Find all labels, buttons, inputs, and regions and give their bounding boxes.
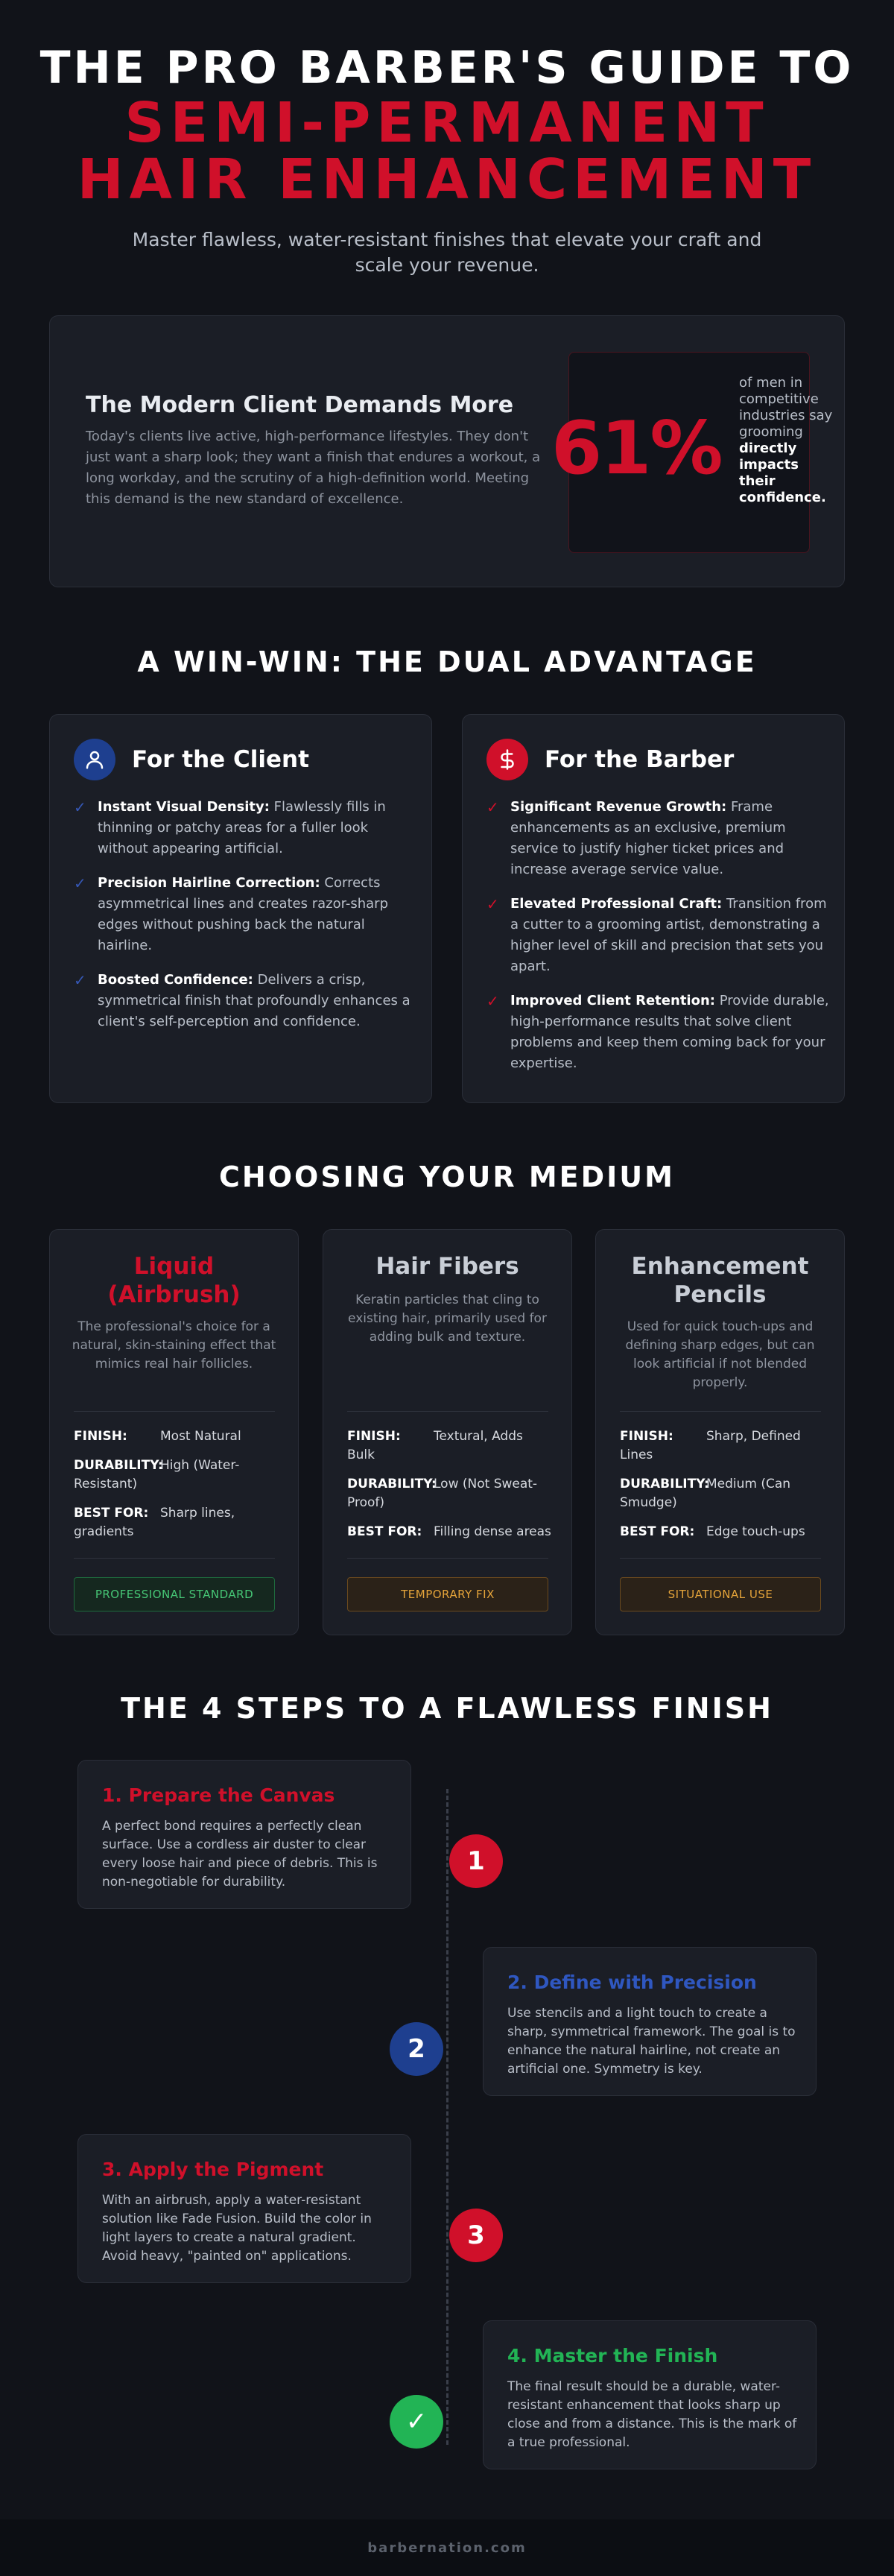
medium-tag: PROFESSIONAL STANDARD	[74, 1577, 275, 1611]
hero-subtitle: Master flawless, water-resistant finishes that elevate your craft and scale your revenue.	[132, 229, 762, 276]
step-description: A perfect bond requires a perfectly clean surface. Use a cordless air duster to clear every loose hair and piece of debris. This is non-negotiable for durability.	[102, 1819, 378, 1890]
medium-specs	[74, 1427, 281, 1552]
benefit-text: Corrects asymmetrical lines and creates razor-sharp edges without pushing back the natural hairline.	[98, 875, 388, 953]
medium-tag: SITUATIONAL USE	[620, 1577, 821, 1611]
spec-label: BEST FOR:	[74, 1506, 149, 1521]
benefit-text: Frame enhancements as an exclusive, premium service to justify higher ticket prices and increase average service value.	[510, 799, 786, 877]
spec-value: Sharp, Defined Lines	[620, 1429, 801, 1462]
spec-value: Medium (Can Smudge)	[620, 1477, 791, 1510]
footer-website: barbernation.com	[367, 2539, 527, 2556]
section-title-medium: CHOOSING YOUR MEDIUM	[219, 1161, 675, 1193]
spec-value: Low (Not Sweat-Proof)	[347, 1477, 538, 1510]
spec-label: BEST FOR:	[620, 1524, 695, 1539]
medium-card	[323, 1229, 572, 1635]
medium-name: Enhancement Pencils	[631, 1253, 809, 1308]
stat-caption	[739, 375, 834, 506]
medium-card	[595, 1229, 845, 1635]
spec-label: DURABILITY:	[347, 1477, 437, 1491]
benefit-heading: Boosted Confidence:	[98, 972, 253, 988]
spec-durability	[347, 1475, 554, 1512]
step-card	[483, 1947, 817, 2096]
stat-caption-bold: directly impacts their confidence.	[739, 441, 826, 505]
benefit-item	[486, 797, 829, 880]
timeline-line	[446, 1789, 448, 2445]
check-icon: ✓	[74, 874, 86, 892]
client-card-title: For the Client	[132, 746, 309, 773]
step-number-badge: 3	[449, 2209, 503, 2262]
medium-specs	[347, 1427, 554, 1552]
step-description: With an airbrush, apply a water-resistant solution like Fade Fusion. Build the color in light layers to create a natural gradient. Avoid heavy, "painted on" applications.	[102, 2193, 372, 2264]
medium-specs	[620, 1427, 827, 1552]
medium-name: Hair Fibers	[375, 1253, 519, 1280]
spec-durability	[620, 1475, 827, 1512]
check-icon: ✓	[486, 798, 499, 816]
spec-value: High (Water-Resistant)	[74, 1458, 240, 1491]
barber-benefits-list	[486, 797, 829, 1087]
benefit-heading: Improved Client Retention:	[510, 993, 715, 1008]
spec-value: Textural, Adds Bulk	[347, 1429, 523, 1462]
benefit-item	[74, 797, 416, 859]
spec-label: FINISH:	[74, 1429, 127, 1444]
benefit-item	[74, 970, 416, 1032]
medium-name: Liquid (Airbrush)	[107, 1253, 241, 1308]
benefit-text: Transition from a cutter to a grooming artist, demonstrating a higher level of skill and precision that sets you apart.	[510, 896, 827, 974]
spec-finish	[347, 1427, 554, 1465]
step-title: 1. Prepare the Canvas	[102, 1784, 335, 1806]
spec-finish	[620, 1427, 827, 1465]
check-icon: ✓	[74, 798, 86, 816]
spec-label: DURABILITY:	[620, 1477, 709, 1491]
check-icon: ✓	[74, 971, 86, 989]
spec-best-for	[620, 1523, 827, 1541]
user-icon	[74, 739, 115, 780]
spec-value: Filling dense areas	[434, 1524, 551, 1539]
medium-tag: TEMPORARY FIX	[347, 1577, 548, 1611]
benefit-item	[486, 894, 829, 977]
stat-caption-lead: of men in competitive industries say grooming	[739, 375, 833, 440]
medium-card	[49, 1229, 299, 1635]
benefit-heading: Elevated Professional Craft:	[510, 896, 723, 912]
benefit-heading: Precision Hairline Correction:	[98, 875, 320, 891]
step-card	[77, 1760, 411, 1909]
stat-highlight-box	[551, 352, 833, 553]
barber-card-title: For the Barber	[545, 746, 735, 773]
benefit-text: Delivers a crisp, symmetrical finish that profoundly enhances a client's self-perception and confidence.	[98, 972, 410, 1029]
spec-durability	[74, 1456, 281, 1494]
spec-finish	[74, 1427, 281, 1446]
spec-label: FINISH:	[620, 1429, 673, 1444]
spec-label: FINISH:	[347, 1429, 401, 1444]
step-card	[77, 2134, 411, 2283]
section-title-steps: THE 4 STEPS TO A FLAWLESS FINISH	[121, 1692, 773, 1725]
spec-label: DURABILITY:	[74, 1458, 163, 1473]
medium-description: Used for quick touch-ups and defining sharp edges, but can look artificial if not blended properly.	[625, 1319, 815, 1390]
step-card	[483, 2320, 817, 2469]
divider	[347, 1558, 548, 1559]
divider	[620, 1558, 821, 1559]
medium-description: Keratin particles that cling to existing hair, primarily used for adding bulk and texture.	[348, 1292, 547, 1345]
step-title: 3. Apply the Pigment	[102, 2159, 324, 2180]
benefit-heading: Significant Revenue Growth:	[510, 799, 727, 815]
benefit-item	[486, 991, 829, 1074]
client-advantage-card	[49, 714, 432, 1103]
benefit-text: Flawlessly fills in thinning or patchy areas for a fuller look without appearing artificial.	[98, 799, 386, 856]
hero-title-highlight: HAIR ENHANCEMENT	[77, 148, 817, 212]
footer	[0, 2519, 894, 2576]
step-number-badge: 1	[449, 1834, 503, 1888]
stat-card-description: Today's clients live active, high-performance lifestyles. They don't just want a sharp look; they want a finish that endures a workout, a long workday, and the scrutiny of a high-definition world. Meeting this demand is the new standard of excellence.	[86, 429, 541, 507]
stat-card	[49, 315, 845, 587]
spec-value: Most Natural	[160, 1429, 241, 1444]
check-icon: ✓	[486, 895, 499, 913]
client-benefits-list	[74, 797, 416, 1046]
stat-percentage: 61%	[551, 406, 722, 491]
medium-description: The professional's choice for a natural, skin-staining effect that mimics real hair follicles.	[72, 1319, 276, 1371]
hero-header	[0, 41, 894, 278]
divider	[74, 1558, 275, 1559]
checkmark-icon: ✓	[390, 2395, 443, 2449]
dollar-icon	[486, 739, 528, 780]
step-title: 4. Master the Finish	[507, 2345, 718, 2367]
barber-card-header	[486, 739, 734, 780]
spec-value: Sharp lines, gradients	[74, 1506, 235, 1539]
barber-advantage-card	[462, 714, 845, 1103]
client-card-header	[74, 739, 309, 780]
divider	[74, 1411, 275, 1412]
divider	[347, 1411, 548, 1412]
step-description: The final result should be a durable, water-resistant enhancement that looks sharp up close and from a distance. This is the mark of a true professional.	[507, 2379, 797, 2450]
check-icon: ✓	[486, 992, 499, 1010]
benefit-item	[74, 873, 416, 956]
spec-best-for	[74, 1504, 281, 1541]
stat-card-title: The Modern Client Demands More	[86, 392, 514, 418]
step-number-badge: 2	[390, 2022, 443, 2076]
step-title: 2. Define with Precision	[507, 1972, 757, 1993]
section-title-advantage: A WIN-WIN: THE DUAL ADVANTAGE	[137, 645, 757, 678]
step-description: Use stencils and a light touch to create a sharp, symmetrical framework. The goal is to enhance the natural hairline, not create an artificial one. Symmetry is key.	[507, 2006, 796, 2077]
benefit-heading: Instant Visual Density:	[98, 799, 270, 815]
divider	[620, 1411, 821, 1412]
hero-title-line: THE PRO BARBER'S GUIDE TO	[39, 42, 855, 94]
hero-title-highlight: SEMI-PERMANENT	[124, 91, 770, 155]
spec-value: Edge touch-ups	[706, 1524, 805, 1539]
spec-best-for	[347, 1523, 554, 1541]
spec-label: BEST FOR:	[347, 1524, 422, 1539]
benefit-text: Provide durable, high-performance results that solve client problems and keep them coming back for your expertise.	[510, 993, 829, 1071]
